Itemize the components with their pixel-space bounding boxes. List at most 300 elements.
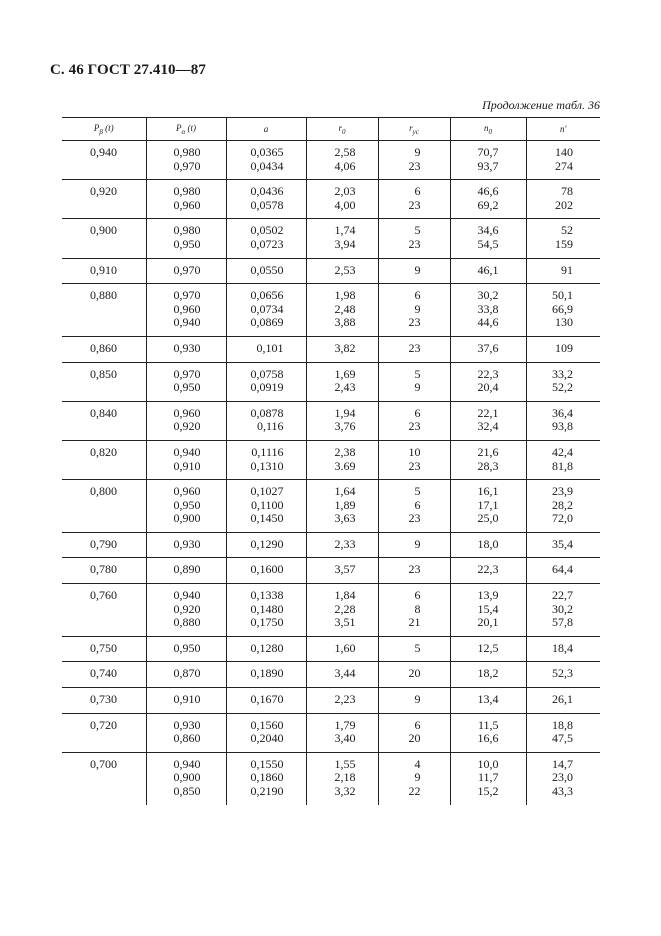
cell-a	[226, 636, 306, 662]
cell-value: 0,1027	[250, 484, 284, 499]
column-header-symbol: n'	[560, 124, 567, 134]
cell-value: 18,2	[477, 666, 499, 681]
cell-a	[226, 662, 306, 688]
cell-value: 2,23	[334, 692, 356, 707]
cell-n0	[450, 362, 526, 401]
cell-p-beta: 0,940	[62, 141, 146, 180]
cell-value: 3,32	[334, 784, 356, 798]
cell-a	[226, 362, 306, 401]
cell-value: 57,8	[552, 615, 573, 630]
cell-r0	[306, 662, 378, 688]
cell-r-us	[378, 219, 450, 258]
cell-value: 23	[408, 236, 421, 251]
cell-n-prime	[526, 636, 600, 662]
cell-value: 0,980	[173, 223, 201, 238]
cell-n-prime	[526, 440, 600, 479]
cell-value: 0,1560	[250, 717, 284, 732]
cell-p-alpha	[146, 141, 226, 180]
cell-value: 9	[414, 692, 421, 707]
cell-value: 2,58	[334, 145, 356, 159]
cell-value: 0,950	[173, 640, 201, 655]
cell-p-beta: 0,760	[62, 584, 146, 637]
cell-r0	[306, 480, 378, 533]
cell-a	[226, 752, 306, 804]
cell-r0	[306, 440, 378, 479]
cell-value: 1,60	[334, 640, 356, 655]
cell-value: 0,930	[173, 340, 201, 355]
cell-value: 0,1290	[250, 536, 284, 551]
cell-n-prime	[526, 336, 600, 362]
cell-value: 0,0734	[250, 301, 284, 316]
cell-r0	[306, 584, 378, 637]
cell-r0	[306, 752, 378, 804]
cell-value: 21	[408, 615, 421, 630]
cell-a	[226, 688, 306, 714]
column-header-4	[378, 118, 450, 141]
cell-value: 0,970	[173, 288, 201, 303]
cell-value: 0,116	[256, 419, 284, 434]
cell-value: 20,1	[477, 615, 499, 630]
cell-p-alpha	[146, 284, 226, 337]
cell-value: 3,82	[334, 340, 356, 355]
cell-n-prime	[526, 713, 600, 752]
cell-value: 72,0	[552, 511, 573, 526]
cell-value: 10,0	[477, 756, 499, 771]
cell-value: 2,48	[334, 301, 356, 316]
cell-value: 5	[414, 484, 421, 499]
cell-p-alpha	[146, 713, 226, 752]
cell-value: 0,910	[173, 458, 201, 473]
cell-value: 23	[408, 419, 421, 434]
cell-r-us	[378, 752, 450, 804]
cell-value: 54,5	[477, 236, 499, 251]
cell-value: 6	[414, 588, 421, 603]
cell-value: 16,1	[477, 484, 499, 499]
cell-r0	[306, 532, 378, 558]
cell-value: 109	[555, 340, 573, 355]
cell-value: 0,1550	[250, 756, 284, 771]
cell-value: 0,900	[173, 770, 201, 785]
cell-value: 0,1310	[250, 458, 284, 473]
cell-p-beta: 0,750	[62, 636, 146, 662]
cell-value: 0,0878	[250, 405, 284, 420]
cell-p-alpha	[146, 336, 226, 362]
cell-value: 3,51	[334, 615, 356, 630]
cell-value: 0,1600	[250, 562, 284, 577]
cell-value: 1,74	[334, 223, 356, 238]
cell-a	[226, 584, 306, 637]
cell-value: 0,1860	[250, 770, 284, 785]
column-header-subscript: ус	[412, 127, 419, 136]
cell-value: 5	[414, 640, 421, 655]
cell-n-prime	[526, 480, 600, 533]
cell-value: 1,79	[334, 717, 356, 732]
cell-value: 43,3	[552, 784, 573, 798]
cell-value: 22,7	[552, 588, 573, 603]
column-header-symbol: r	[409, 122, 413, 133]
cell-p-alpha	[146, 180, 226, 219]
column-header-symbol: P	[176, 122, 182, 133]
cell-value: 22	[408, 784, 421, 798]
cell-p-alpha	[146, 584, 226, 637]
cell-p-beta: 0,860	[62, 336, 146, 362]
cell-n0	[450, 440, 526, 479]
cell-value: 23	[408, 315, 421, 330]
cell-value: 0,930	[173, 536, 201, 551]
cell-value: 52,2	[552, 380, 573, 395]
cell-value: 30,2	[477, 288, 499, 303]
cell-value: 23,0	[552, 770, 573, 785]
cell-value: 18,8	[552, 717, 573, 732]
cell-value: 6	[414, 184, 421, 199]
cell-n-prime	[526, 752, 600, 804]
cell-value: 9	[414, 536, 421, 551]
cell-value: 22,3	[477, 366, 499, 381]
cell-value: 4	[414, 756, 421, 771]
cell-value: 0,960	[173, 484, 201, 499]
cell-r0	[306, 558, 378, 584]
cell-value: 15,2	[477, 784, 499, 798]
cell-value: 23	[408, 340, 421, 355]
cell-value: 5	[414, 366, 421, 381]
cell-value: 16,6	[477, 731, 499, 746]
cell-r-us	[378, 284, 450, 337]
cell-p-beta: 0,880	[62, 284, 146, 337]
cell-n0	[450, 558, 526, 584]
cell-value: 46,1	[477, 262, 499, 277]
cell-value: 0,2190	[250, 784, 284, 798]
cell-value: 0,940	[173, 588, 201, 603]
cell-value: 1,69	[334, 366, 356, 381]
column-header-6	[526, 118, 600, 141]
cell-a	[226, 401, 306, 440]
cell-value: 30,2	[552, 601, 573, 616]
cell-value: 0,880	[173, 615, 201, 630]
cell-value: 23	[408, 458, 421, 473]
cell-value: 0,0919	[250, 380, 284, 395]
cell-value: 12,5	[477, 640, 499, 655]
cell-p-beta: 0,820	[62, 440, 146, 479]
cell-p-alpha	[146, 480, 226, 533]
cell-value: 0,1890	[250, 666, 284, 681]
cell-value: 130	[555, 315, 573, 330]
cell-n-prime	[526, 141, 600, 180]
cell-value: 0,940	[173, 444, 201, 459]
cell-value: 0,950	[173, 236, 201, 251]
cell-value: 0,1750	[250, 615, 284, 630]
table-row-group	[62, 558, 600, 584]
cell-value: 46,6	[477, 184, 499, 199]
column-header-0	[62, 118, 146, 141]
page-header: С. 46 ГОСТ 27.410—87	[50, 62, 206, 78]
cell-a	[226, 440, 306, 479]
cell-value: 0,920	[173, 419, 201, 434]
cell-value: 2,53	[334, 262, 356, 277]
cell-value: 18,0	[477, 536, 499, 551]
cell-value: 6	[414, 405, 421, 420]
cell-value: 5	[414, 223, 421, 238]
cell-value: 8	[414, 601, 421, 616]
cell-value: 0,101	[256, 340, 284, 355]
cell-r-us	[378, 141, 450, 180]
cell-value: 3,40	[334, 731, 356, 746]
cell-n-prime	[526, 401, 600, 440]
cell-value: 0,970	[173, 366, 201, 381]
cell-r0	[306, 401, 378, 440]
cell-value: 1,84	[334, 588, 356, 603]
cell-value: 0,950	[173, 380, 201, 395]
cell-a	[226, 532, 306, 558]
cell-n-prime	[526, 532, 600, 558]
cell-n0	[450, 219, 526, 258]
table-row-group	[62, 258, 600, 284]
cell-value: 159	[555, 236, 573, 251]
cell-r-us	[378, 258, 450, 284]
cell-value: 34,6	[477, 223, 499, 238]
cell-value: 22,3	[477, 562, 499, 577]
cell-value: 0,1100	[250, 497, 284, 512]
cell-value: 6	[414, 288, 421, 303]
cell-value: 11,5	[477, 717, 499, 732]
cell-value: 0,910	[173, 692, 201, 707]
cell-value: 18,4	[552, 640, 573, 655]
cell-value: 0,980	[173, 184, 201, 199]
cell-n0	[450, 713, 526, 752]
cell-r0	[306, 141, 378, 180]
cell-value: 0,0578	[250, 197, 284, 212]
cell-value: 202	[555, 197, 573, 212]
cell-value: 35,4	[552, 536, 573, 551]
cell-value: 23	[408, 562, 421, 577]
cell-value: 0,0434	[250, 158, 284, 173]
cell-p-beta: 0,850	[62, 362, 146, 401]
cell-p-beta: 0,910	[62, 258, 146, 284]
cell-value: 0,890	[173, 562, 201, 577]
table-body	[62, 141, 600, 805]
cell-value: 0,870	[173, 666, 201, 681]
cell-value: 0,960	[173, 405, 201, 420]
cell-r-us	[378, 362, 450, 401]
cell-p-alpha	[146, 532, 226, 558]
cell-n-prime	[526, 362, 600, 401]
cell-r-us	[378, 180, 450, 219]
column-header-subscript: α	[181, 127, 186, 136]
cell-n0	[450, 284, 526, 337]
cell-p-alpha	[146, 662, 226, 688]
cell-p-beta: 0,700	[90, 756, 117, 771]
cell-value: 13,4	[477, 692, 499, 707]
cell-value: 0,920	[173, 601, 201, 616]
cell-value: 0,0365	[250, 145, 284, 159]
cell-value: 0,970	[173, 158, 201, 173]
cell-value: 9	[414, 380, 421, 395]
cell-value: 1,64	[334, 484, 356, 499]
table-header-row	[62, 118, 600, 141]
cell-n0	[450, 584, 526, 637]
cell-n0	[450, 336, 526, 362]
cell-n0	[450, 688, 526, 714]
cell-value: 3.69	[334, 458, 356, 473]
cell-a	[226, 336, 306, 362]
cell-value: 50,1	[552, 288, 573, 303]
cell-p-alpha	[146, 362, 226, 401]
reliability-table	[62, 117, 600, 805]
cell-value: 32,4	[477, 419, 499, 434]
cell-value: 0,860	[173, 731, 201, 746]
cell-value: 0,0550	[250, 262, 284, 277]
cell-p-beta: 0,790	[62, 532, 146, 558]
cell-value: 274	[555, 158, 573, 173]
cell-value: 2,43	[334, 380, 356, 395]
cell-value: 2,33	[334, 536, 356, 551]
cell-value: 64,4	[552, 562, 573, 577]
cell-n-prime	[526, 219, 600, 258]
cell-value: 81,8	[552, 458, 573, 473]
cell-p-alpha	[146, 219, 226, 258]
cell-a	[226, 558, 306, 584]
table-row-group	[62, 713, 600, 752]
cell-value: 3,94	[334, 236, 356, 251]
cell-value: 0,850	[173, 784, 201, 798]
cell-value: 3,88	[334, 315, 356, 330]
column-header-2	[226, 118, 306, 141]
cell-value: 28,3	[477, 458, 499, 473]
cell-value: 0,1280	[250, 640, 284, 655]
cell-value: 47,5	[552, 731, 573, 746]
cell-value: 78	[561, 184, 573, 199]
cell-value: 3,44	[334, 666, 356, 681]
cell-value: 91	[561, 262, 573, 277]
cell-value: 15,4	[477, 601, 499, 616]
cell-value: 3,76	[334, 419, 356, 434]
cell-value: 3,57	[334, 562, 356, 577]
cell-value: 66,9	[552, 301, 573, 316]
cell-value: 1,98	[334, 288, 356, 303]
cell-r0	[306, 636, 378, 662]
column-header-symbol: n	[484, 122, 489, 133]
cell-p-beta: 0,800	[62, 480, 146, 533]
cell-value: 0,0723	[250, 236, 284, 251]
cell-value: 1,89	[334, 497, 356, 512]
table-row-group	[62, 336, 600, 362]
cell-a	[226, 284, 306, 337]
cell-value: 23	[408, 511, 421, 526]
cell-p-beta: 0,780	[62, 558, 146, 584]
cell-value: 20	[408, 666, 421, 681]
cell-value: 0,970	[173, 262, 201, 277]
cell-r-us	[378, 480, 450, 533]
cell-n0	[450, 258, 526, 284]
column-header-1	[146, 118, 226, 141]
cell-value: 17,1	[477, 497, 499, 512]
cell-r0	[306, 219, 378, 258]
cell-r0	[306, 284, 378, 337]
cell-value: 0,950	[173, 497, 201, 512]
cell-value: 9	[414, 301, 421, 316]
cell-a	[226, 141, 306, 180]
cell-value: 33,2	[552, 366, 573, 381]
cell-value: 0,1116	[251, 444, 284, 459]
cell-value: 2,18	[334, 770, 356, 785]
table-row-group	[62, 401, 600, 440]
cell-value: 4,06	[334, 158, 356, 173]
cell-value: 0,960	[173, 301, 201, 316]
cell-value: 21,6	[477, 444, 499, 459]
cell-value: 0,0656	[250, 288, 284, 303]
table-row-group	[62, 440, 600, 479]
cell-value: 13,9	[477, 588, 499, 603]
cell-value: 22,1	[477, 405, 499, 420]
cell-value: 23,9	[552, 484, 573, 499]
cell-value: 0,0869	[250, 315, 284, 330]
column-header-5	[450, 118, 526, 141]
cell-value: 0,0436	[250, 184, 284, 199]
cell-p-beta: 0,920	[62, 180, 146, 219]
cell-value: 0,0502	[250, 223, 284, 238]
cell-p-alpha	[146, 401, 226, 440]
table-row-group	[62, 141, 600, 180]
cell-p-alpha	[146, 258, 226, 284]
cell-n-prime	[526, 558, 600, 584]
cell-r-us	[378, 584, 450, 637]
cell-value: 37,6	[477, 340, 499, 355]
column-header-argument: (t)	[102, 122, 114, 133]
cell-value: 2,03	[334, 184, 356, 199]
cell-p-alpha	[146, 752, 226, 804]
cell-n-prime	[526, 284, 600, 337]
cell-r-us	[378, 336, 450, 362]
cell-r-us	[378, 636, 450, 662]
cell-value: 0,1450	[250, 511, 284, 526]
cell-value: 2,38	[334, 444, 356, 459]
cell-value: 70,7	[477, 145, 499, 159]
cell-value: 10	[408, 444, 421, 459]
cell-value: 0,900	[173, 511, 201, 526]
column-header-symbol: r	[338, 122, 342, 133]
cell-value: 9	[414, 770, 421, 785]
column-header-symbol: P	[93, 122, 100, 133]
cell-a	[226, 713, 306, 752]
cell-a	[226, 219, 306, 258]
cell-value: 0,1338	[250, 588, 284, 603]
cell-r0	[306, 713, 378, 752]
cell-value: 42,4	[552, 444, 573, 459]
cell-r-us	[378, 532, 450, 558]
cell-value: 20	[408, 731, 421, 746]
table-row-group	[62, 180, 600, 219]
column-header-3	[306, 118, 378, 141]
table-row-group	[62, 284, 600, 337]
cell-n0	[450, 532, 526, 558]
column-header-argument: (t)	[185, 122, 196, 133]
cell-value: 23	[408, 158, 421, 173]
cell-value: 11,7	[477, 770, 499, 785]
cell-value: 6	[414, 717, 421, 732]
table-row-group	[62, 480, 600, 533]
table-row-group	[62, 219, 600, 258]
cell-r0	[306, 180, 378, 219]
cell-value: 1,94	[334, 405, 356, 420]
cell-p-beta: 0,840	[62, 401, 146, 440]
cell-p-alpha	[146, 558, 226, 584]
cell-value: 140	[555, 145, 573, 159]
cell-r-us	[378, 688, 450, 714]
cell-value: 0,2040	[250, 731, 284, 746]
cell-r-us	[378, 558, 450, 584]
cell-value: 9	[414, 262, 421, 277]
cell-value: 69,2	[477, 197, 499, 212]
cell-value: 26,1	[552, 692, 573, 707]
